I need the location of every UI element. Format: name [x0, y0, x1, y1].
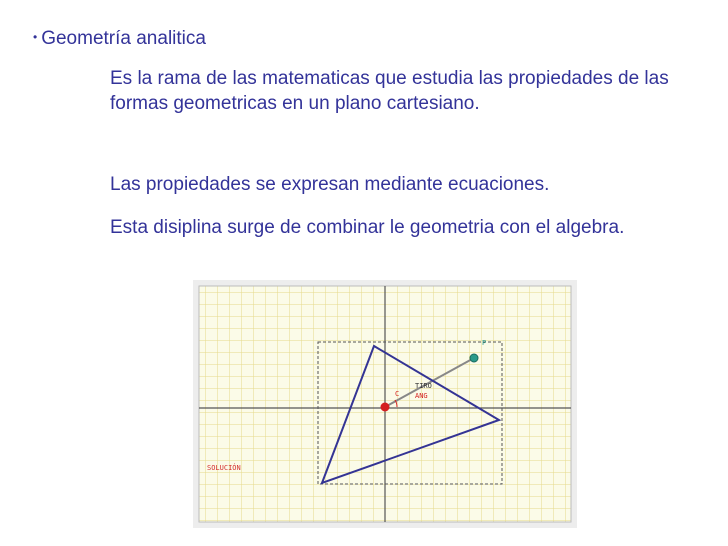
paragraph-origin: Esta disiplina surge de combinar le geometria con el algebra. [110, 217, 625, 238]
label-solucion: SOLUCIÓN [207, 464, 241, 472]
bullet-dot-icon: • [33, 30, 38, 44]
label-tiro: TIRO [415, 382, 432, 390]
label-p: P [482, 339, 487, 347]
paragraph-definition: Es la rama de las matematicas que estudia las propiedades de las formas geometricas en un plano cartesiano. [110, 68, 669, 114]
point-c-marker [381, 403, 390, 412]
point-p-marker [470, 354, 478, 362]
paragraph-equations: Las propiedades se expresan mediante ecuaciones. [110, 174, 550, 195]
cartesian-figure [193, 280, 577, 528]
label-ang: ANG [415, 392, 428, 400]
heading-text: Geometría analitica [41, 28, 206, 49]
label-c: C [395, 390, 400, 398]
cartesian-plane-svg [193, 280, 577, 528]
bullet-heading [33, 26, 206, 50]
